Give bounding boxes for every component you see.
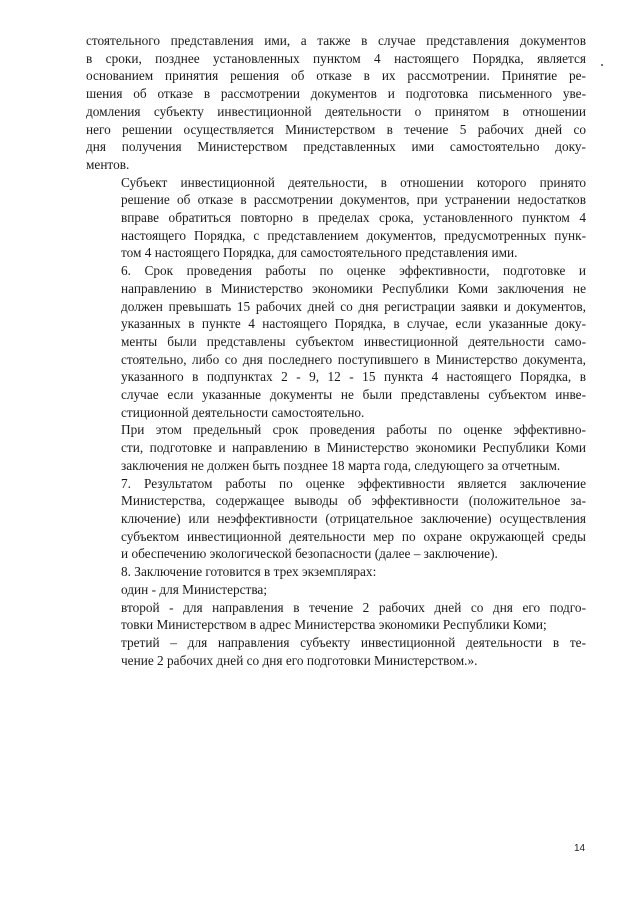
text-line: случае если указанные документы не были представлены субъектом инве- bbox=[121, 387, 586, 403]
paragraph bbox=[86, 563, 586, 581]
text-line: второй - для направления в течение 2 рабочих дней со дня его подго- bbox=[121, 599, 586, 615]
text-line: и обеспечению экологической безопасности (далее – заключение). bbox=[121, 546, 498, 562]
text-line: вправе обратиться повторно в пределах срока, установленного пунктом 4 bbox=[121, 210, 586, 226]
paragraph bbox=[86, 634, 586, 669]
text-line: товки Министерством в адрес Министерства экономики Республики Коми; bbox=[121, 617, 547, 633]
text-line: стоятельно, либо со дня последнего поступившего в Министерство документа, bbox=[121, 351, 586, 367]
text-line: При этом предельный срок проведения работы по оценке эффективно- bbox=[121, 422, 586, 438]
paragraph bbox=[86, 475, 586, 564]
document-body bbox=[86, 32, 586, 669]
text-line: 7. Результатом работы по оценке эффективности является заключение bbox=[121, 475, 586, 491]
paragraph bbox=[86, 262, 586, 421]
text-line: направлению в Министерство экономики Республики Коми заключения не bbox=[121, 280, 586, 296]
text-line: менты были представлены субъектом инвестиционной деятельности само- bbox=[121, 333, 586, 349]
text-line: шения об отказе в рассмотрении документов и подготовка письменного уве- bbox=[86, 86, 586, 102]
text-line: субъектом инвестиционной деятельности мер по охране окружающей среды bbox=[121, 528, 586, 544]
text-line: третий – для направления субъекту инвестиционной деятельности в те- bbox=[121, 634, 586, 650]
text-line: указанных в пункте 4 настоящего Порядка, в случае, если указанные доку- bbox=[121, 316, 586, 332]
paragraph bbox=[86, 581, 586, 599]
text-line: чение 2 рабочих дней со дня его подготовки Министерством.». bbox=[121, 652, 478, 668]
paragraph bbox=[86, 32, 586, 174]
text-line: 8. Заключение готовится в трех экземплярах: bbox=[121, 564, 377, 580]
text-line: Субъект инвестиционной деятельности, в отношении которого принято bbox=[121, 174, 586, 190]
text-line: указанного в подпунктах 2 - 9, 12 - 15 пункта 4 настоящего Порядка, в bbox=[121, 369, 586, 385]
text-line: стиционной деятельности самостоятельно. bbox=[121, 404, 365, 420]
text-line: должен превышать 15 рабочих дней со дня регистрации заявки и документов, bbox=[121, 298, 586, 314]
text-line: сти, подготовке и направлению в Министерство экономики Республики Коми bbox=[121, 440, 586, 456]
text-line: один - для Министерства; bbox=[121, 581, 268, 597]
text-line: дня получения Министерством представленных ими самостоятельно доку- bbox=[86, 139, 586, 155]
text-line: основанием принятия решения об отказе в их рассмотрении. Принятие ре- bbox=[86, 68, 586, 84]
text-line: стоятельного представления ими, а также в случае представления документов bbox=[86, 33, 586, 48]
text-line: ментов. bbox=[86, 156, 130, 172]
text-line: заключения не должен быть позднее 18 марта года, следующего за отчетным. bbox=[121, 457, 561, 473]
text-line: настоящего Порядка, с представлением документов, предусмотренных пунк- bbox=[121, 227, 586, 243]
text-line: домления субъекту инвестиционной деятельности о принятом в отношении bbox=[86, 103, 586, 119]
text-line: него решении осуществляется Министерством в течение 5 рабочих дней со bbox=[86, 121, 586, 137]
text-line: в сроки, позднее установленных пунктом 4 настоящего Порядка, является bbox=[86, 50, 586, 66]
text-line: Министерства, содержащее выводы об эффективности (положительное за- bbox=[121, 493, 586, 509]
paragraph bbox=[86, 174, 586, 263]
text-line: 6. Срок проведения работы по оценке эффективности, подготовке и bbox=[121, 263, 586, 279]
paragraph bbox=[86, 421, 586, 474]
scan-speck bbox=[601, 64, 603, 66]
page-number: 14 bbox=[574, 843, 586, 854]
text-line: том 4 настоящего Порядка, для самостоятельного представления ими. bbox=[121, 245, 518, 261]
text-line: решение об отказе в рассмотрении документов, при устранении недостатков bbox=[121, 192, 586, 208]
text-line: ключение) или неэффективности (отрицательное заключение) осуществления bbox=[121, 510, 586, 526]
paragraph bbox=[86, 599, 586, 634]
